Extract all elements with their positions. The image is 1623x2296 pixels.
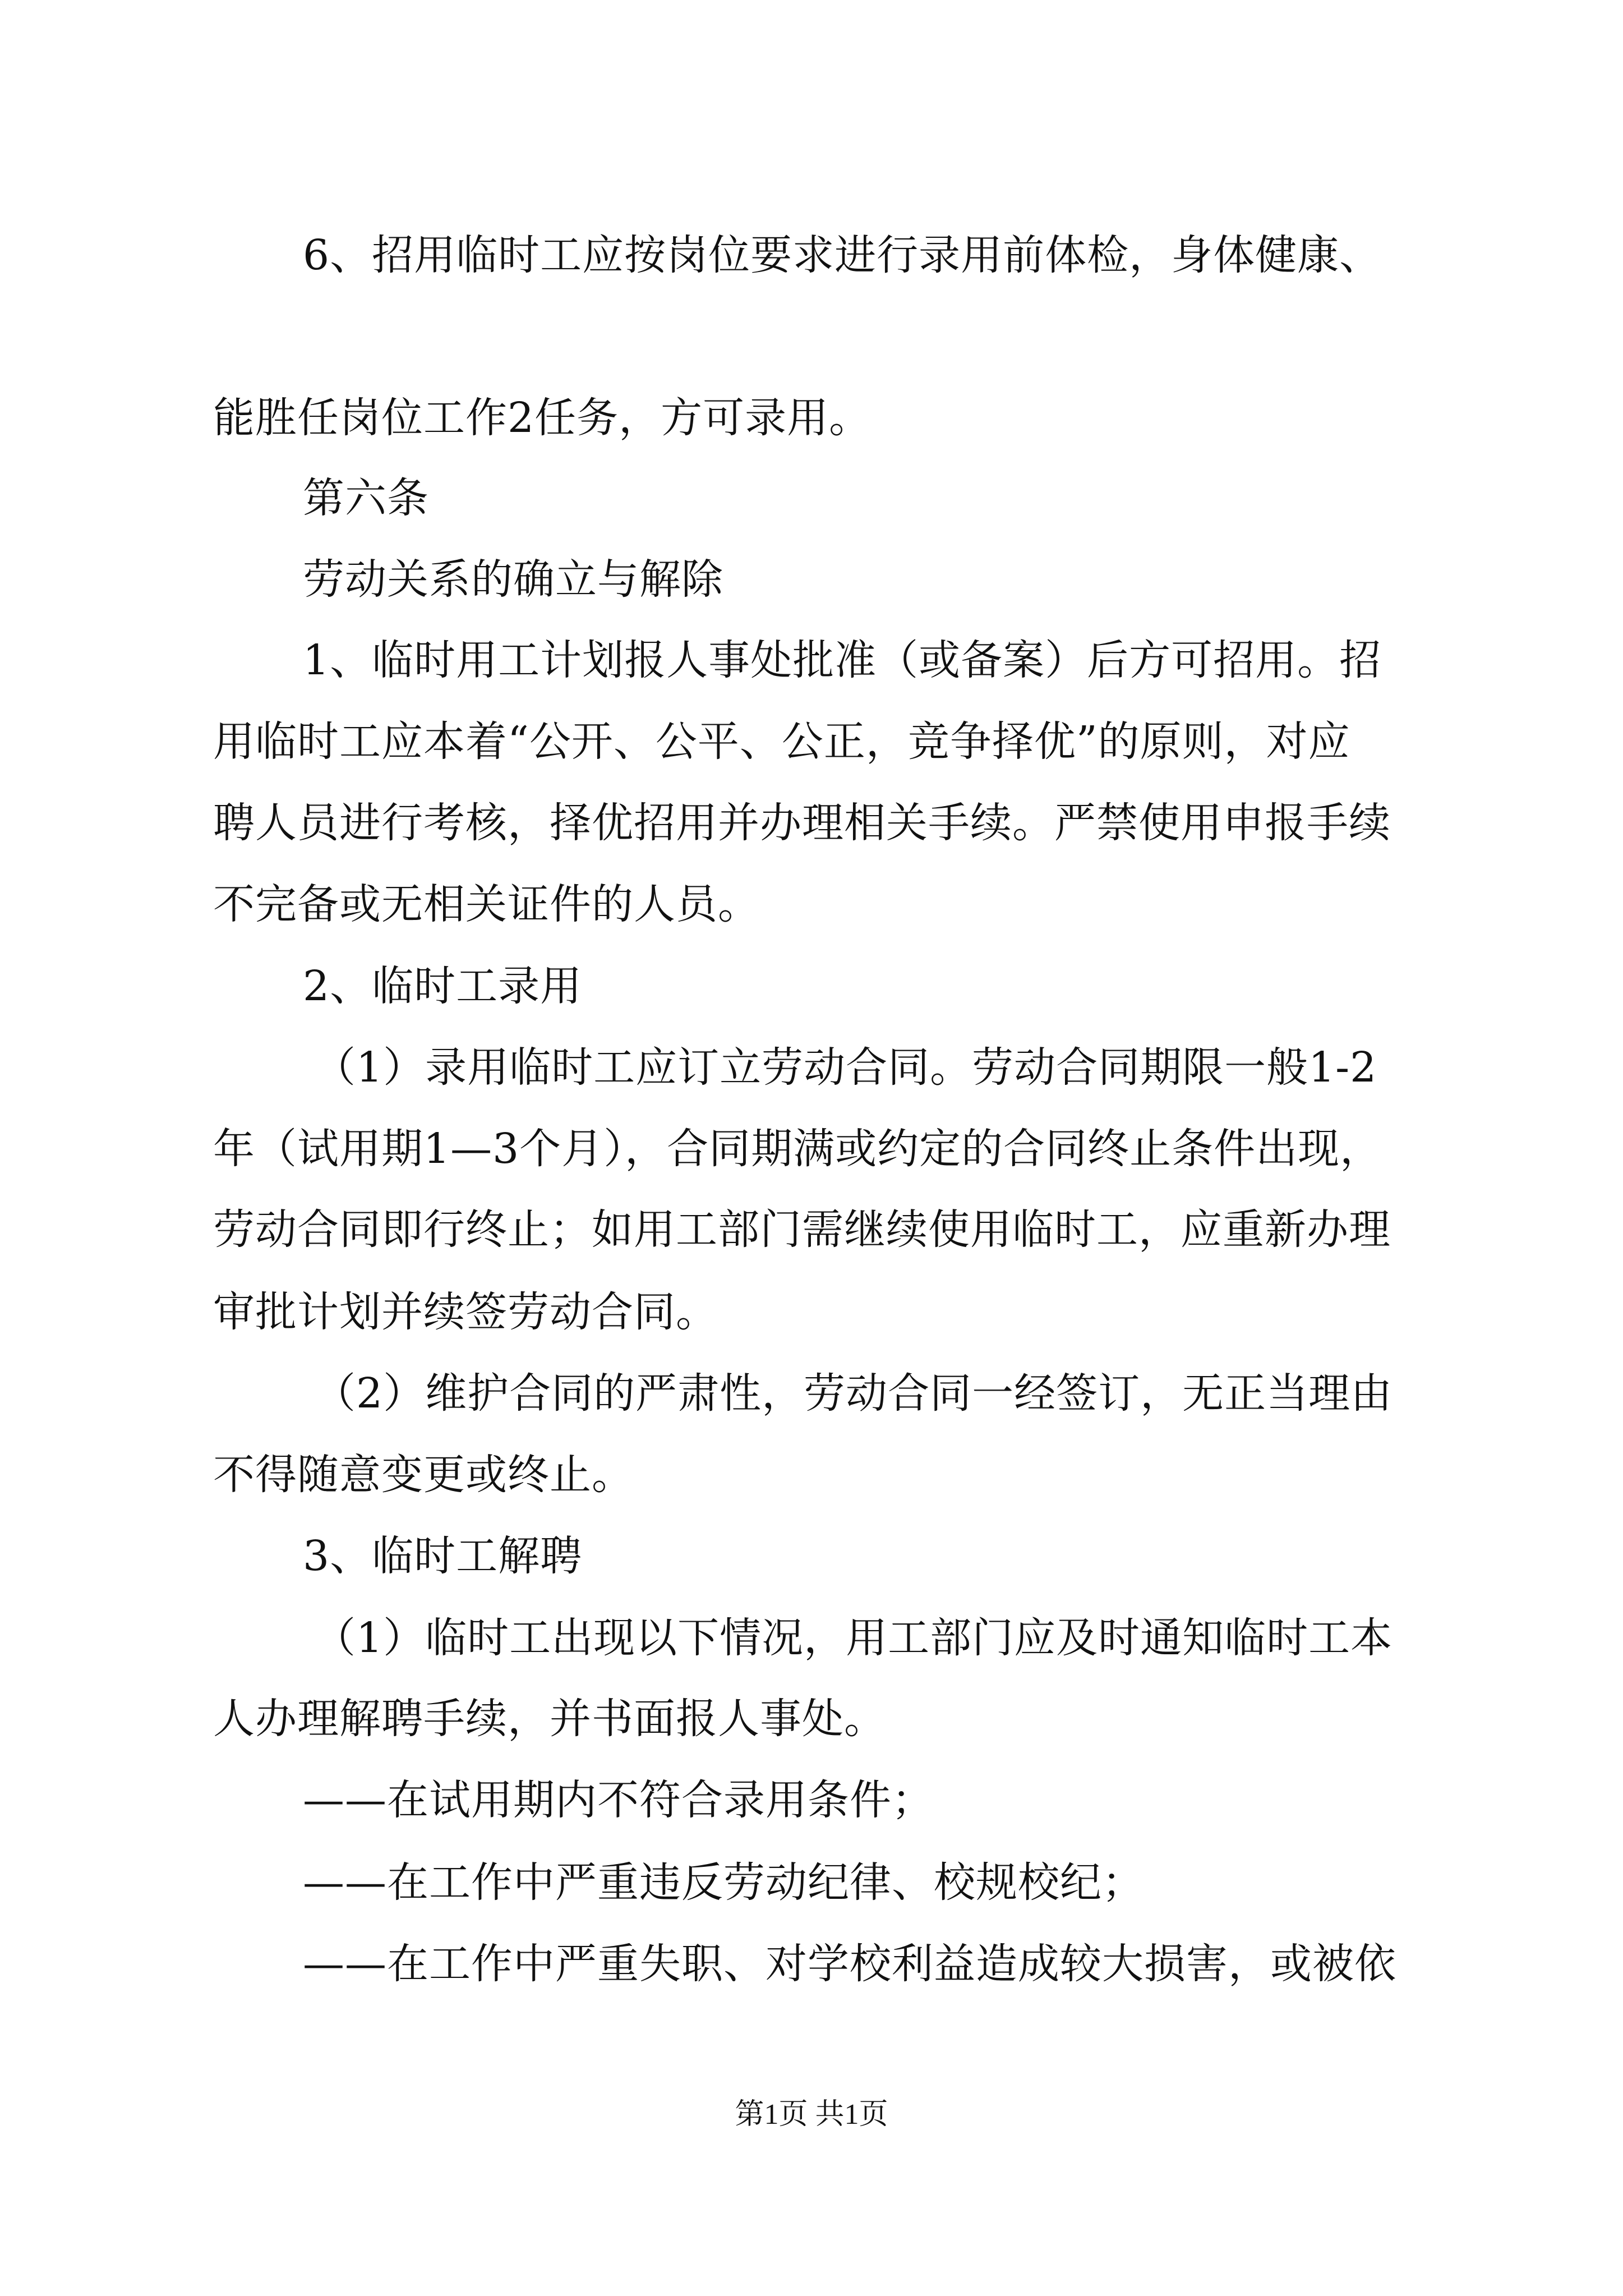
paragraph-line: （1）录用临时工应订立劳动合同。劳动合同期限一般1-2 [314, 1043, 1377, 1092]
list-item: ——在试用期内不符合录用条件； [303, 1776, 934, 1824]
paragraph-line: 用临时工应本着“公开、公平、公正，竞争择优”的原则，对应 [213, 717, 1350, 766]
subsection-heading: 3、临时工解聘 [303, 1532, 583, 1580]
paragraph-line: 审批计划并续签劳动合同。 [213, 1288, 718, 1336]
paragraph-line: （1）临时工出现以下情况，用工部门应及时通知临时工本 [314, 1614, 1393, 1662]
paragraph-line: 年（试用期1—3个月），合同期满或约定的合同终止条件出现， [213, 1125, 1382, 1173]
paragraph-line: 不得随意变更或终止。 [213, 1451, 634, 1499]
subsection-heading: 2、临时工录用 [303, 962, 583, 1010]
page-footer: 第1页 共1页 [735, 2099, 888, 2131]
paragraph-line: 1、临时用工计划报人事处批准（或备案）后方可招用。招 [303, 636, 1382, 684]
paragraph-line: 不完备或无相关证件的人员。 [213, 880, 760, 928]
paragraph-line: 人办理解聘手续，并书面报人事处。 [213, 1695, 886, 1743]
list-item: ——在工作中严重失职、对学校利益造成较大损害，或被依 [303, 1940, 1396, 1988]
paragraph-line: 能胜任岗位工作2任务，方可录用。 [213, 394, 872, 442]
section-subheading: 劳动关系的确立与解除 [303, 555, 723, 604]
paragraph-line: 聘人员进行考核，择优招用并办理相关手续。严禁使用申报手续 [213, 799, 1391, 847]
list-item: ——在工作中严重违反劳动纪律、校规校纪； [303, 1858, 1144, 1907]
section-heading: 第六条 [303, 474, 429, 522]
paragraph-line: （2）维护合同的严肃性，劳动合同一经签订，无正当理由 [314, 1369, 1393, 1418]
paragraph-line: 劳动合同即行终止；如用工部门需继续使用临时工，应重新办理 [213, 1205, 1391, 1254]
paragraph-line: 6、招用临时工应按岗位要求进行录用前体检，身体健康、 [303, 231, 1382, 279]
